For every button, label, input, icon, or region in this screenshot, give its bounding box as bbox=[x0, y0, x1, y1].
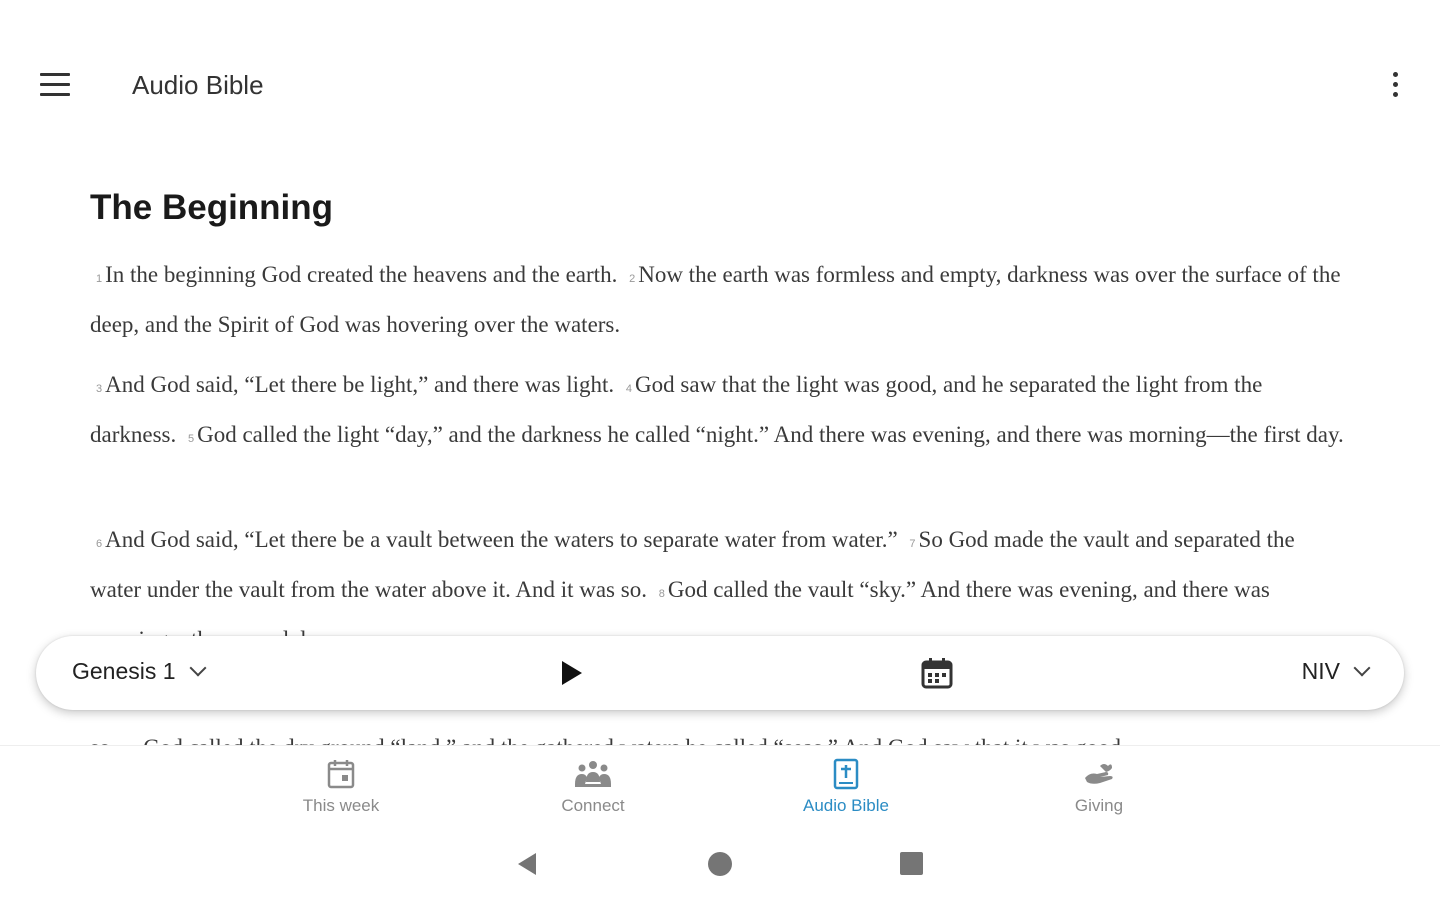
calendar-icon bbox=[324, 758, 358, 790]
version-selector[interactable] bbox=[1302, 658, 1368, 685]
verse-text: God called the light “day,” and the darkness he called “night.” And there was evening, and there was morning—the first day. bbox=[197, 422, 1344, 447]
verse-text: And God said, “Let there be a vault between the waters to separate water from water.” bbox=[105, 527, 898, 552]
book-chapter-label: Genesis 1 bbox=[72, 658, 176, 684]
verse-number: 5 bbox=[187, 433, 195, 445]
nav-item-this-week[interactable] bbox=[261, 758, 421, 816]
verse-text: So God made the vault and separated the water under the vault from the water above it. And it was so. bbox=[90, 527, 1295, 602]
chevron-down-icon bbox=[1354, 659, 1371, 676]
giving-hand-icon bbox=[1082, 758, 1116, 790]
play-icon[interactable] bbox=[556, 658, 586, 688]
verse-text: In the beginning God created the heavens and the earth. bbox=[105, 262, 618, 287]
verse-text: Now the earth was formless and empty, darkness was over the surface of the deep, and the Spirit of God was hovering over the waters. bbox=[90, 262, 1341, 337]
bible-icon bbox=[829, 758, 863, 790]
calendar-icon[interactable] bbox=[920, 657, 954, 689]
scripture-paragraph bbox=[90, 362, 1350, 462]
scripture-paragraph bbox=[90, 252, 1350, 348]
book-chapter-selector[interactable] bbox=[72, 658, 204, 685]
top-app-bar bbox=[0, 40, 1440, 130]
verse-number: 6 bbox=[96, 538, 103, 550]
back-icon[interactable] bbox=[514, 850, 542, 878]
home-icon[interactable] bbox=[708, 852, 732, 876]
people-icon bbox=[573, 758, 613, 790]
verse-text: And God said, “Let there be light,” and there was light. bbox=[105, 372, 615, 397]
verse-number: 1 bbox=[96, 273, 103, 285]
section-heading: The Beginning bbox=[90, 188, 334, 227]
verse-number: 7 bbox=[909, 538, 916, 550]
nav-item-connect[interactable] bbox=[513, 758, 673, 816]
hamburger-menu-icon[interactable] bbox=[30, 62, 80, 106]
app-title: Audio Bible bbox=[132, 70, 264, 100]
more-options-icon[interactable] bbox=[1380, 66, 1410, 102]
chevron-down-icon bbox=[189, 659, 206, 676]
nav-label: Audio Bible bbox=[802, 796, 889, 815]
system-navigation-bar bbox=[0, 830, 1440, 900]
nav-label: Connect bbox=[561, 796, 625, 815]
verse-number: 4 bbox=[625, 383, 633, 395]
verse-text: God saw that the light was good, and he separated the light from the darkness. bbox=[90, 372, 1263, 447]
nav-label: Giving bbox=[1074, 796, 1124, 815]
audio-player-bar bbox=[36, 636, 1404, 710]
verse-text: God called the vault “sky.” And there was evening, and there was bbox=[667, 577, 1270, 602]
nav-item-audio-bible[interactable] bbox=[766, 758, 926, 816]
verse-number: 3 bbox=[96, 383, 103, 395]
nav-item-giving[interactable] bbox=[1019, 758, 1179, 816]
version-label: NIV bbox=[1301, 658, 1340, 684]
recents-icon[interactable] bbox=[900, 852, 923, 875]
verse-number: 8 bbox=[658, 588, 665, 600]
bottom-navigation bbox=[0, 745, 1440, 830]
verse-number: 2 bbox=[629, 273, 636, 285]
nav-label: This week bbox=[302, 796, 380, 815]
